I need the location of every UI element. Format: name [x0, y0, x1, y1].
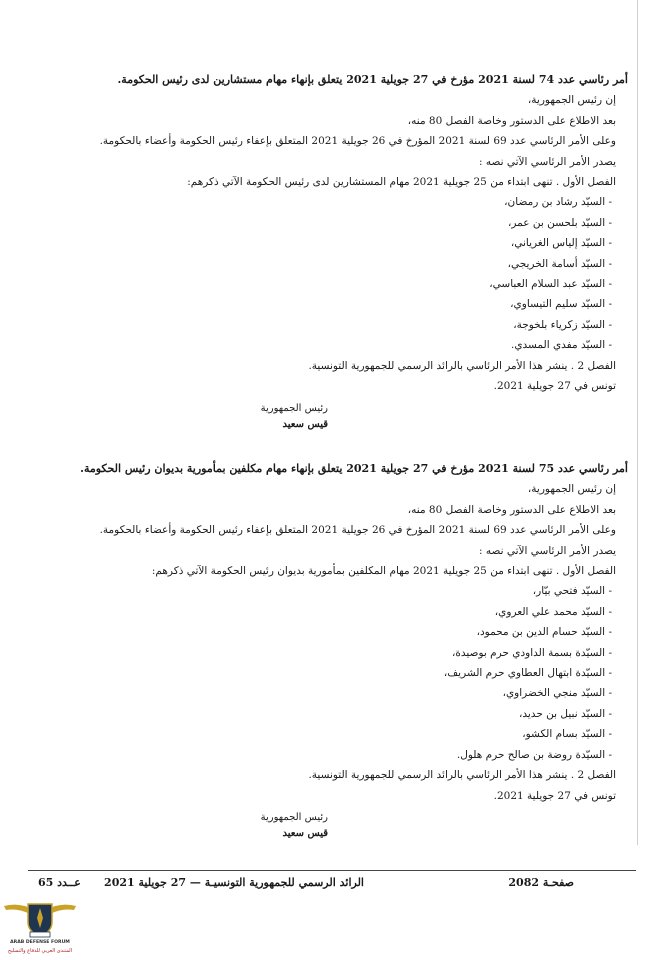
place-date: تونس في 27 جويلية 2021. — [493, 789, 616, 802]
page-edge-line — [637, 0, 638, 845]
decree-considering: وعلى الأمر الرئاسي عدد 69 لسنة 2021 المؤرخ في 26 جويلية 2021 المتعلق بإعفاء رئيس الحكومة وأعضاء بالحكومة. — [99, 524, 616, 537]
decree-issues: يصدر الأمر الرئاسي الآتي نصه : — [479, 544, 616, 557]
page-number: صفحـة 2082 — [508, 876, 574, 889]
list-item: - السيّدة روضة بن صالح حرم هلول. — [456, 748, 612, 761]
decree-intro: إن رئيس الجمهورية، — [527, 94, 616, 107]
list-item: - السيّد زكرياء بلخوجة، — [513, 318, 612, 331]
gazette-title: الرائد الرسمي للجمهورية التونسيـة — 27 جويلية 2021 — [104, 876, 364, 889]
list-item: - السيّد بلحسن بن عمر، — [507, 216, 612, 229]
list-item: - السيّد سليم التيساوي، — [510, 298, 612, 311]
list-item: - السيّد بسام الكشو، — [522, 728, 612, 741]
list-item: - السيّد فتحي بيّار، — [532, 585, 612, 598]
signature-block — [38, 810, 328, 842]
signature-name: قيس سعيد — [282, 827, 328, 839]
decree-article-1: الفصل الأول . تنهى ابتداء من 25 جويلية 2021 مهام المستشارين لدى رئيس الحكومة الآتي ذكرهم: — [187, 176, 616, 189]
decree-74 — [38, 70, 628, 433]
decree-title: أمر رئاسي عدد 74 لسنة 2021 مؤرخ في 27 جويلية 2021 يتعلق بإنهاء مهام مستشارين لدى رئيس الحكومة. — [117, 73, 628, 86]
decree-75 — [38, 459, 628, 842]
decree-considering: وعلى الأمر الرئاسي عدد 69 لسنة 2021 المؤرخ في 26 جويلية 2021 المتعلق بإعفاء رئيس الحكومة وأعضاء بالحكومة. — [99, 135, 616, 148]
decree-title: أمر رئاسي عدد 75 لسنة 2021 مؤرخ في 27 جويلية 2021 يتعلق بإنهاء مهام مكلفين بمأمورية بديوان رئيس الحكومة. — [80, 462, 628, 475]
decree-intro: إن رئيس الجمهورية، — [527, 483, 616, 496]
signature-name: قيس سعيد — [282, 418, 328, 430]
page-footer — [38, 876, 574, 894]
footer-divider — [28, 870, 636, 871]
list-item: - السيّد منجي الخضراوي، — [502, 687, 612, 700]
watermark-text-arabic: المنتدى العربي للدفاع والتسليح — [7, 948, 73, 954]
signature-title: رئيس الجمهورية — [260, 811, 328, 823]
list-item: - السيّدة ابتهال العطاوي حرم الشريف، — [443, 667, 612, 680]
decree-article-2: الفصل 2 . ينشر هذا الأمر الرئاسي بالرائد الرسمي للجمهورية التونسية. — [308, 359, 616, 372]
decree-issues: يصدر الأمر الرئاسي الآتي نصه : — [479, 155, 616, 168]
list-item: - السيّد إلياس الغرياني، — [510, 237, 612, 250]
list-item: - السيّد أسامة الخريجي، — [507, 257, 612, 270]
watermark-text: ARAB DEFENSE FORUM — [10, 940, 70, 945]
list-item: - السيّد مفدي المسدي. — [510, 339, 612, 352]
list-item: - السيّدة بسمة الداودي حرم بوصيدة، — [451, 646, 612, 659]
signature-block — [38, 401, 328, 433]
list-item: - السيّد نبيل بن حديد، — [518, 707, 612, 720]
signature-title: رئيس الجمهورية — [260, 402, 328, 414]
list-item: - السيّد محمد علي العروي، — [494, 605, 612, 618]
decree-article-1: الفصل الأول . تنهى ابتداء من 25 جويلية 2021 مهام المكلفين بمأمورية بديوان رئيس الحكومة الآتي ذكرهم: — [151, 565, 616, 578]
decree-article-2: الفصل 2 . ينشر هذا الأمر الرئاسي بالرائد الرسمي للجمهورية التونسية. — [308, 769, 616, 782]
decree-considering: بعد الاطلاع على الدستور وخاصة الفصل 80 منه، — [407, 503, 616, 516]
list-item: - السيّد حسام الدين بن محمود، — [476, 626, 612, 639]
list-item: - السيّد رشاد بن رمضان، — [504, 196, 612, 209]
decree-considering: بعد الاطلاع على الدستور وخاصة الفصل 80 منه، — [407, 114, 616, 127]
place-date: تونس في 27 جويلية 2021. — [493, 380, 616, 393]
list-item: - السيّد عبد السلام العباسي، — [489, 278, 612, 291]
issue-number: عــدد 65 — [38, 876, 81, 889]
